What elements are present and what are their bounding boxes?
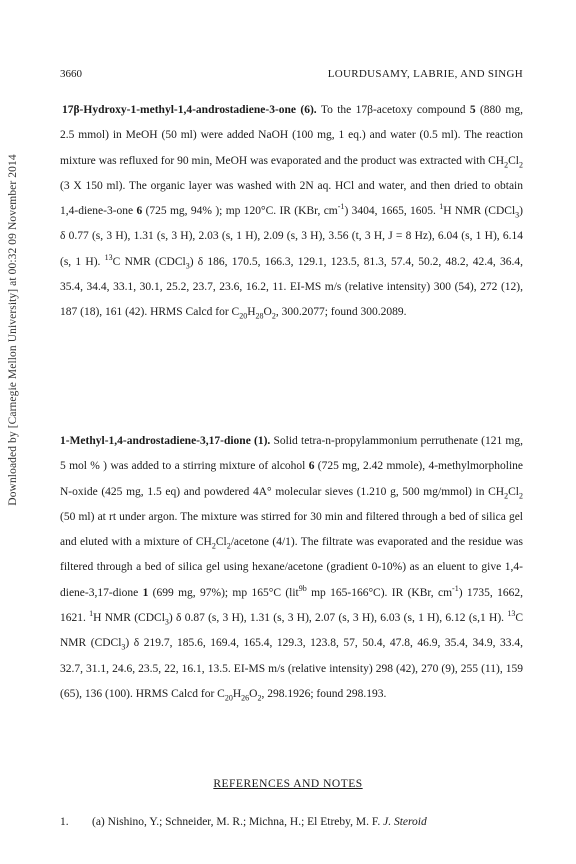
running-head-authors: LOURDUSAMY, LABRIE, AND SINGH xyxy=(327,68,523,80)
download-note: Downloaded by [Carnegie Mellon University] at 00:32 09 November 2014 xyxy=(7,154,19,506)
reference-text: (a) Nishino, Y.; Schneider, M. R.; Michna, H.; El Etreby, M. F. J. Steroid xyxy=(92,816,427,828)
references-heading: REFERENCES AND NOTES xyxy=(213,778,363,790)
reference-number: 1. xyxy=(60,816,69,828)
running-head xyxy=(60,68,523,82)
experimental-paragraph-compound-6: 17β-Hydroxy-1-methyl-1,4-androstadiene-3-one (6). To the 17β-acetoxy compound 5 (880 mg, 2.5 mmol) in MeOH (50 ml) were added NaOH (100 mg, 1 eq.) and water (0.5 ml). The reaction mixture was refluxed for 90 min, MeOH was evaporated and the product was extracted with $CH_2Cl_2$ (3 X 150 ml). The organic layer was washed with 2N aq. HCl and water, and then dried to obtain 1,4-diene-3-one 6 (725 mg, 94% ); mp 120°C. IR (KBr, $cm^{-1}$) 3404, 1665, 1605. $^1$H NMR (CDCl$_3$) δ 0.77 (s, 3 H), 1.31 (s, 3 H), 2.03 (s, 1 H), 2.09 (s, 3 H), 3.56 (t, 3 H, J = 8 Hz), 6.04 (s, 1 H), 6.14 (s, 1 H). $^{13}$C NMR (CDCl$_3$) δ 186, 170.5, 166.3, 129.1, 123.5, 81.3, 57.4, 50.2, 48.2, 42.4, 36.4, 35.4, 34.4, 33.1, 30.1, 25.2, 23.7, 23.6, 16.2, 11. EI-MS m/s (relative intensity) 300 (54), 272 (12), 187 (18), 161 (42). HRMS Calcd for $C_{20}H_{28}O_2$, 300.2077; found 300.2089. xyxy=(60,104,524,321)
compound-1-heading: 1-Methyl-1,4-androstadiene-3,17-dione (1). xyxy=(60,435,271,447)
download-watermark xyxy=(0,0,26,864)
experimental-paragraph-compound-1: 1-Methyl-1,4-androstadiene-3,17-dione (1). Solid tetra-n-propylammonium perruthenate (121 mg, 5 mol % ) was added to a stirring mixture of alcohol 6 (725 mg, 2.42 mmole), 4-methylmorpholine N-oxide (425 mg, 1.5 eq) and powdered 4A° molecular sieves (1.210 g, 500 mg/mmol) in $CH_2Cl_2$ (50 ml) at rt under argon. The mixture was stirred for 30 min and filtered through a bed of silica gel and eluted with a mixture of $CH_2Cl_2$/acetone (4/1). The filtrate was evaporated and the residue was filtered through a bed of silica gel using hexane/acetone (gradient 0-10%) as an eluent to give 1,4-diene-3,17-dione 1 (699 mg, 97%); mp 165°C (lit$^{9b}$ mp 165-166°C). IR (KBr, $cm^{-1}$) 1735, 1662, 1621. $^1$H NMR (CDCl$_3$) δ 0.87 (s, 3 H), 1.31 (s, 3 H), 2.07 (s, 3 H), 6.03 (s, 1 H), 6.12 (s,1 H). $^{13}$C NMR (CDCl$_3$) δ 219.7, 185.6, 169.4, 165.4, 129.3, 123.8, 57, 50.4, 47.8, 46.9, 35.4, 34.9, 33.4, 32.7, 31.1, 24.6, 23.5, 22, 16.1, 13.5. EI-MS m/s (relative intensity) 298 (42), 270 (9), 255 (11), 159 (65), 136 (100). HRMS Calcd for $C_{20}H_{26}O_2$, 298.1926; found 298.193. xyxy=(60,435,524,703)
compound-6-heading: 17β-Hydroxy-1-methyl-1,4-androstadiene-3-one (6). xyxy=(62,104,317,116)
journal-name: J. Steroid xyxy=(383,816,427,828)
page-number: 3660 xyxy=(60,68,82,80)
